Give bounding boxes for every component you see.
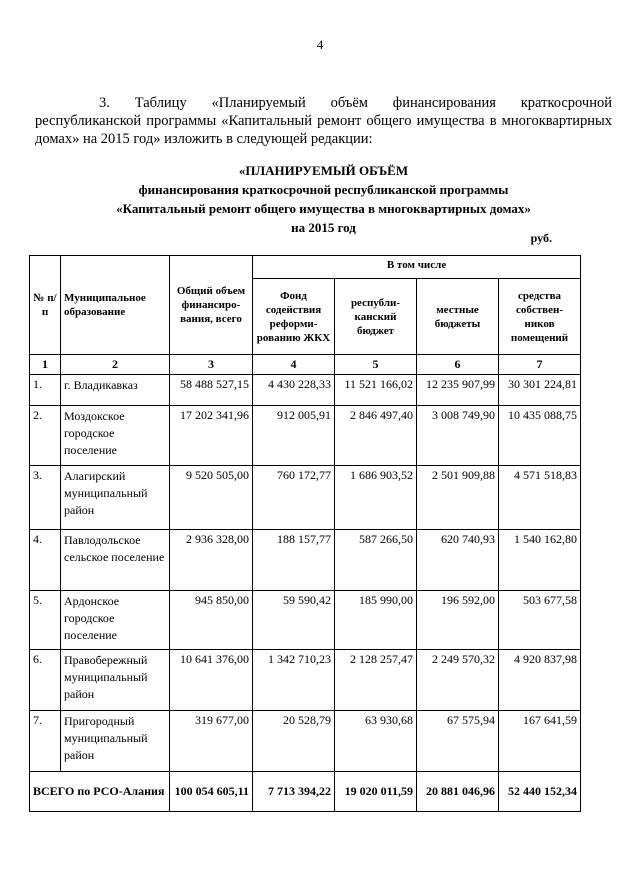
- header-municipality: Муниципальное образование: [61, 256, 170, 355]
- row-republic: 2 128 257,47: [335, 650, 417, 711]
- row-num: 1.: [30, 375, 61, 406]
- row-total: 2 936 328,00: [170, 530, 253, 591]
- table-row: [30, 591, 581, 650]
- row-fund: 912 005,91: [253, 406, 335, 466]
- row-num: 2.: [30, 406, 61, 466]
- column-number-row: [30, 355, 581, 375]
- col-number: 6: [417, 355, 499, 375]
- heading-line-2: финансирования краткосрочной республиканской программы: [138, 182, 509, 197]
- table-row: [30, 375, 581, 406]
- table-row: [30, 650, 581, 711]
- row-local: 196 592,00: [417, 591, 499, 650]
- total-fund: 7 713 394,22: [253, 772, 335, 812]
- row-fund: 59 590,42: [253, 591, 335, 650]
- row-municipality: г. Владикавказ: [61, 375, 170, 406]
- row-municipality: Алагирский муниципальный район: [61, 466, 170, 530]
- header-total: Общий объем финансиро-вания, всего: [170, 256, 253, 355]
- col-number: 5: [335, 355, 417, 375]
- row-fund: 188 157,77: [253, 530, 335, 591]
- intro-text: 3. Таблицу «Планируемый объём финансирования краткосрочной республиканской программы «Капитальный ремонт общего имущества в многоквартирных домах» на 2015 год» изложить в следующей редакции:: [35, 95, 612, 147]
- col-number: 4: [253, 355, 335, 375]
- heading-line-1: «ПЛАНИРУЕМЫЙ ОБЪЁМ: [238, 163, 409, 178]
- table-heading: [35, 161, 612, 237]
- row-owners: 4 571 518,83: [499, 466, 581, 530]
- row-owners: 167 641,59: [499, 711, 581, 772]
- col-number: 7: [499, 355, 581, 375]
- row-republic: 11 521 166,02: [335, 375, 417, 406]
- row-republic: 2 846 497,40: [335, 406, 417, 466]
- row-municipality: Павлодольское сельское поселение: [61, 530, 170, 591]
- total-republic: 19 020 011,59: [335, 772, 417, 812]
- row-owners: 10 435 088,75: [499, 406, 581, 466]
- table-row: [30, 466, 581, 530]
- row-republic: 185 990,00: [335, 591, 417, 650]
- row-municipality: Ардонское городское поселение: [61, 591, 170, 650]
- row-municipality: Пригородный муниципальный район: [61, 711, 170, 772]
- intro-paragraph: [35, 94, 612, 148]
- row-republic: 1 686 903,52: [335, 466, 417, 530]
- row-total: 58 488 527,15: [170, 375, 253, 406]
- row-municipality: Моздокское городское поселение: [61, 406, 170, 466]
- total-owners: 52 440 152,34: [499, 772, 581, 812]
- row-republic: 587 266,50: [335, 530, 417, 591]
- header-including: В том числе: [253, 256, 581, 279]
- row-num: 4.: [30, 530, 61, 591]
- col-number: 3: [170, 355, 253, 375]
- header-owners: средства собствен-ников помещений: [499, 279, 581, 355]
- row-owners: 1 540 162,80: [499, 530, 581, 591]
- row-owners: 503 677,58: [499, 591, 581, 650]
- total-label: ВСЕГО по РСО-Алания: [30, 772, 170, 812]
- header-num: № п/п: [30, 256, 61, 355]
- row-local: 12 235 907,99: [417, 375, 499, 406]
- row-total: 9 520 505,00: [170, 466, 253, 530]
- row-owners: 30 301 224,81: [499, 375, 581, 406]
- row-local: 2 501 909,88: [417, 466, 499, 530]
- row-municipality: Правобережный муниципальный район: [61, 650, 170, 711]
- col-number: 1: [30, 355, 61, 375]
- row-num: 3.: [30, 466, 61, 530]
- total-row: [30, 772, 581, 812]
- row-owners: 4 920 837,98: [499, 650, 581, 711]
- table-row: [30, 711, 581, 772]
- heading-line-4: на 2015 год: [291, 220, 356, 235]
- col-number: 2: [61, 355, 170, 375]
- page-number: 4: [316, 37, 324, 52]
- row-num: 6.: [30, 650, 61, 711]
- row-fund: 1 342 710,23: [253, 650, 335, 711]
- row-total: 10 641 376,00: [170, 650, 253, 711]
- row-num: 5.: [30, 591, 61, 650]
- row-local: 2 249 570,32: [417, 650, 499, 711]
- row-total: 319 677,00: [170, 711, 253, 772]
- financing-table: [29, 255, 581, 812]
- row-local: 3 008 749,90: [417, 406, 499, 466]
- heading-line-3: «Капитальный ремонт общего имущества в многоквартирных домах»: [116, 201, 531, 216]
- row-total: 945 850,00: [170, 591, 253, 650]
- total-local: 20 881 046,96: [417, 772, 499, 812]
- row-local: 620 740,93: [417, 530, 499, 591]
- row-total: 17 202 341,96: [170, 406, 253, 466]
- header-fund: Фонд содействия реформи-рованию ЖКХ: [253, 279, 335, 355]
- header-local: местные бюджеты: [417, 279, 499, 355]
- row-fund: 20 528,79: [253, 711, 335, 772]
- currency-unit: руб.: [530, 231, 552, 245]
- row-num: 7.: [30, 711, 61, 772]
- row-local: 67 575,94: [417, 711, 499, 772]
- total-sum: 100 054 605,11: [170, 772, 253, 812]
- row-fund: 760 172,77: [253, 466, 335, 530]
- row-fund: 4 430 228,33: [253, 375, 335, 406]
- table-row: [30, 530, 581, 591]
- row-republic: 63 930,68: [335, 711, 417, 772]
- header-republic: республи-канский бюджет: [335, 279, 417, 355]
- table-row: [30, 406, 581, 466]
